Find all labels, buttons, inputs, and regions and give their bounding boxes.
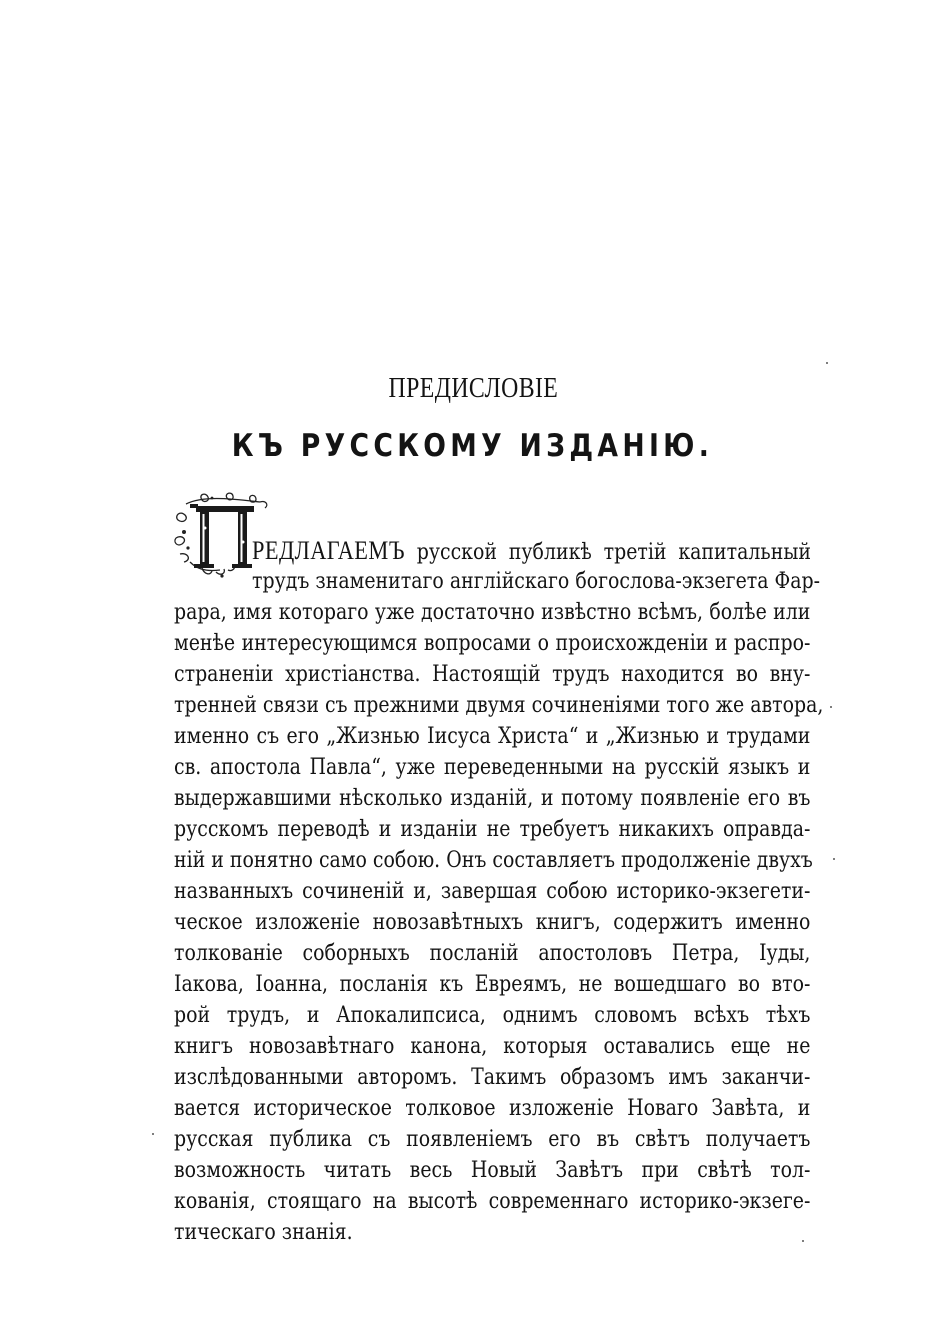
print-speck — [802, 1240, 804, 1242]
lead-word: РЕДЛАГАЕМЪ — [252, 536, 405, 565]
paragraph-line: ческое изложеніе новозавѣтныхъ книгъ, содержитъ именно — [174, 910, 811, 935]
print-speck — [830, 706, 832, 708]
paragraph-line: св. апостола Павла“, уже переведенными на русскій языкъ и — [174, 755, 811, 780]
paragraph-line: толкованіе соборныхъ посланій апостоловъ Петра, Іуды, — [174, 941, 811, 966]
paragraph-line-last: тическаго знанія. — [174, 1220, 353, 1245]
print-speck — [826, 362, 828, 364]
paragraph-line: названныхъ сочиненій и, завершая собою историко-экзегети- — [174, 879, 811, 904]
paragraph-line: кованія, стоящаго на высотѣ современнаго историко-экзеге- — [174, 1189, 811, 1214]
paragraph-line: трудъ знаменитаго англійскаго богослова-экзегета Фар- — [252, 569, 821, 594]
paragraph-line: ній и понятно само собою. Онъ составляетъ продолженіе двухъ — [174, 848, 813, 873]
paragraph-line: Іакова, Іоанна, посланія къ Евреямъ, не вошедшаго во вто- — [174, 972, 811, 997]
paragraph-line: изслѣдованными авторомъ. Такимъ образомъ имъ заканчи- — [174, 1065, 811, 1090]
page-title: ПРЕДИСЛОВІЕ — [388, 372, 559, 404]
page-subtitle: КЪ РУССКОМУ ИЗДАНІЮ. — [231, 428, 714, 464]
paragraph-line: именно съ его „Жизнью Іисуса Христа“ и „Жизнью и трудами — [174, 724, 811, 749]
paragraph-line: возможность читать весь Новый Завѣтъ при свѣтѣ тол- — [174, 1158, 811, 1183]
paragraph-line: вается историческое толковое изложеніе Новаго Завѣта, и — [174, 1096, 811, 1121]
paragraph-line: рара, имя котораго уже достаточно извѣстно всѣмъ, болѣе или — [174, 600, 811, 625]
print-speck — [833, 858, 835, 860]
paragraph-line: русская публика съ появленіемъ его въ свѣтъ получаетъ — [174, 1127, 811, 1152]
paragraph-line-1 — [252, 536, 811, 566]
paragraph-line: русскомъ переводѣ и изданіи не требуетъ никакихъ оправда- — [174, 817, 811, 842]
print-speck — [152, 1133, 154, 1135]
first-line-text: русской публикѣ третій капитальный — [416, 540, 811, 565]
paragraph-line: книгъ новозавѣтнаго канона, которыя оставались еще не — [174, 1034, 811, 1059]
paragraph-line: менѣе интересующимся вопросами о происхожденіи и распро- — [174, 631, 811, 656]
paragraph-line: выдержавшими нѣсколько изданій, и потому появленіе его въ — [174, 786, 811, 811]
paragraph-line: страненіи христіанства. Настоящій трудъ находится во вну- — [174, 662, 811, 687]
paragraph-line: тренней связи съ прежними двумя сочиненіями того же автора, — [174, 693, 824, 718]
paragraph-line: рой трудъ, и Апокалипсиса, однимъ словомъ всѣхъ тѣхъ — [174, 1003, 811, 1028]
